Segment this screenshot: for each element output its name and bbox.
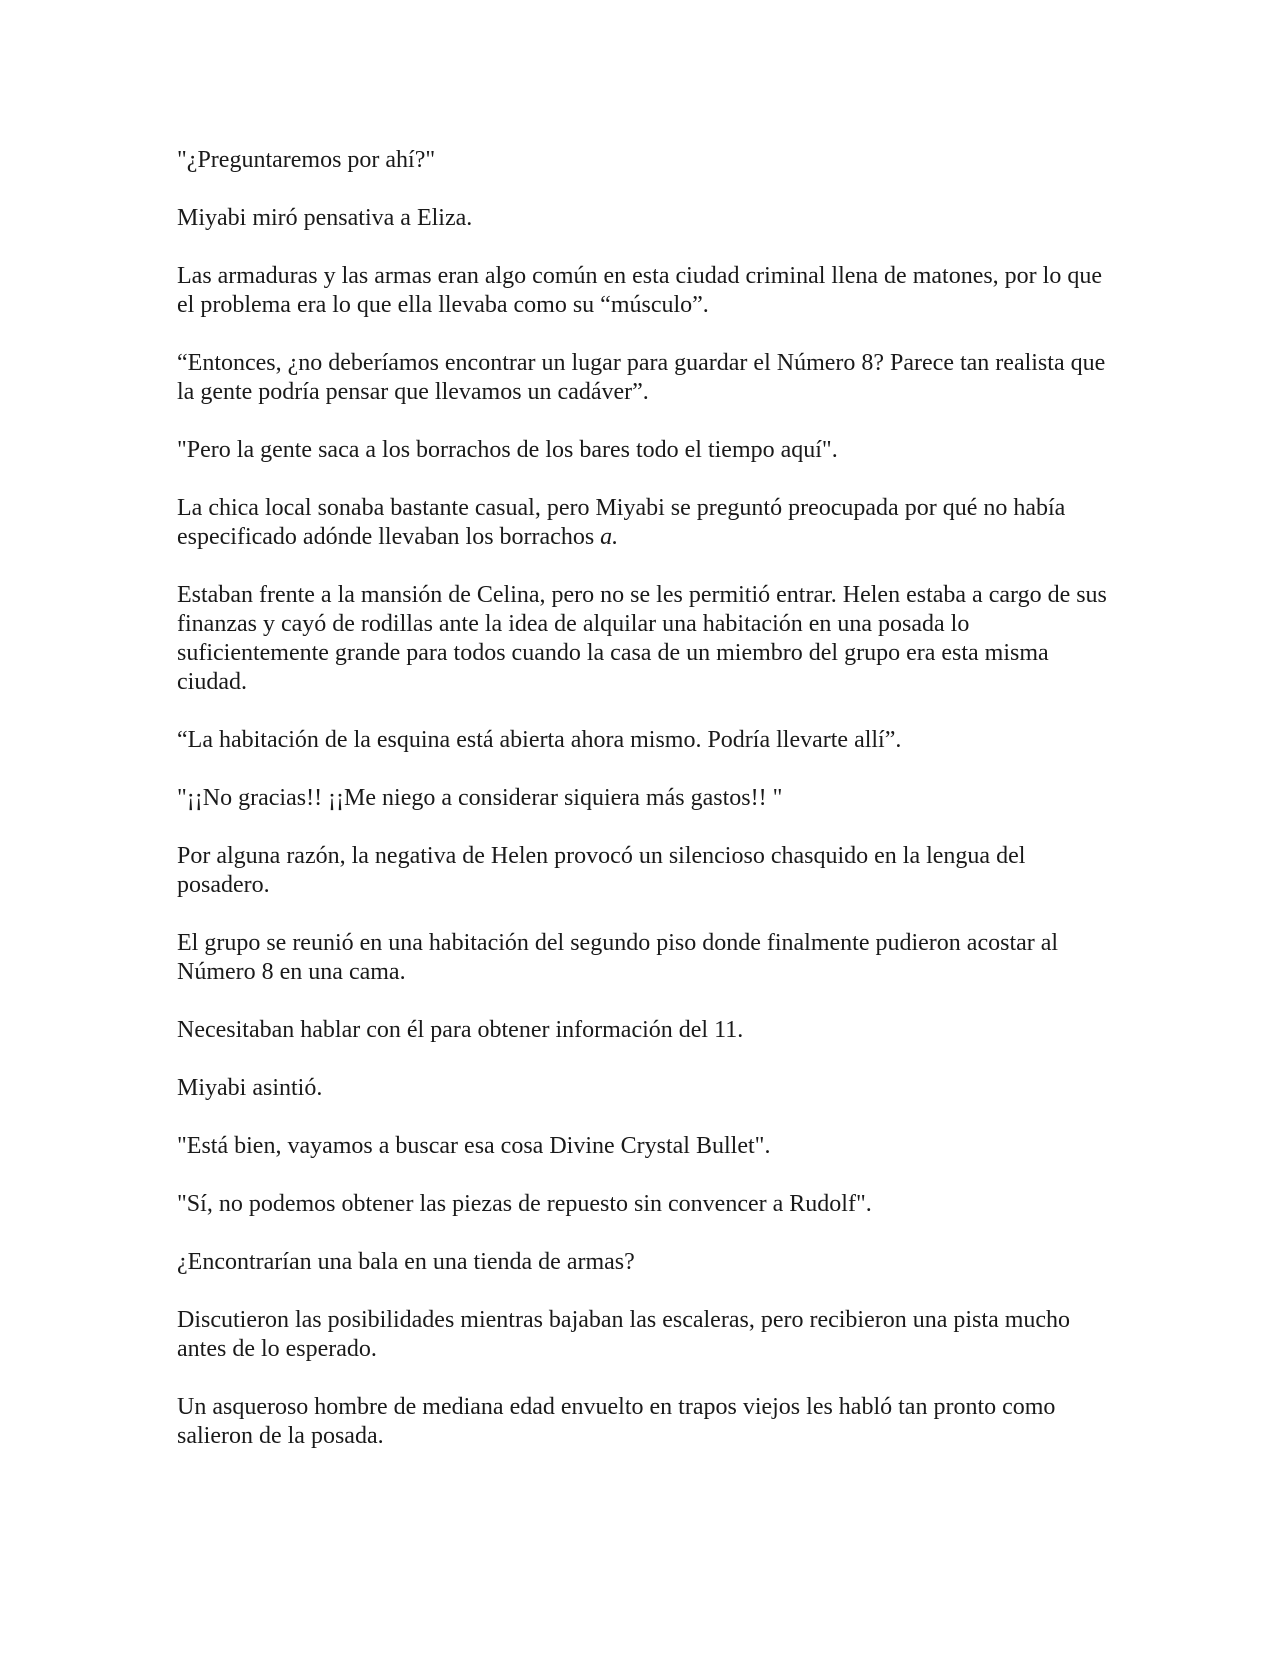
paragraph: Miyabi asintió. (177, 1075, 323, 1101)
paragraph: "¡¡No gracias!! ¡¡Me niego a considerar siquiera más gastos!! " (177, 785, 783, 811)
paragraph: Por alguna razón, la negativa de Helen provocó un silencioso chasquido en la lengua del posadero. (177, 843, 1026, 898)
paragraph: Miyabi miró pensativa a Eliza. (177, 205, 473, 231)
paragraph: "¿Preguntaremos por ahí?" (177, 147, 436, 173)
paragraph: Un asqueroso hombre de mediana edad envuelto en trapos viejos les habló tan pronto como salieron de la posada. (177, 1394, 1056, 1449)
paragraph: Necesitaban hablar con él para obtener información del 11. (177, 1017, 744, 1043)
paragraph: Estaban frente a la mansión de Celina, pero no se les permitió entrar. Helen estaba a cargo de sus finanzas y cayó de rodillas ante la idea de alquilar una habitación en una posada lo suficientemente grande para todos cuando la casa de un miembro del grupo era esta misma ciudad. (177, 582, 1107, 695)
paragraph: ¿Encontrarían una bala en una tienda de armas? (177, 1249, 635, 1275)
paragraph (177, 494, 1107, 552)
paragraph: El grupo se reunió en una habitación del segundo piso donde finalmente pudieron acostar al Número 8 en una cama. (177, 930, 1059, 985)
paragraph: “Entonces, ¿no deberíamos encontrar un lugar para guardar el Número 8? Parece tan realista que la gente podría pensar que llevamos un cadáver”. (177, 350, 1106, 405)
paragraph-italic-word: a. (600, 524, 619, 550)
paragraph: "Está bien, vayamos a buscar esa cosa Divine Crystal Bullet". (177, 1133, 771, 1159)
paragraph: "Pero la gente saca a los borrachos de los bares todo el tiempo aquí". (177, 437, 838, 463)
paragraph: “La habitación de la esquina está abierta ahora mismo. Podría llevarte allí”. (177, 727, 902, 753)
paragraph: Discutieron las posibilidades mientras bajaban las escaleras, pero recibieron una pista mucho antes de lo esperado. (177, 1307, 1071, 1362)
document-body (177, 146, 1107, 1451)
paragraph: Las armaduras y las armas eran algo común en esta ciudad criminal llena de matones, por lo que el problema era lo que ella llevaba como su “músculo”. (177, 263, 1102, 318)
paragraph-text: La chica local sonaba bastante casual, pero Miyabi se preguntó preocupada por qué no había especificado adónde llevaban los borrachos (177, 495, 1066, 550)
paragraph: "Sí, no podemos obtener las piezas de repuesto sin convencer a Rudolf". (177, 1191, 872, 1217)
